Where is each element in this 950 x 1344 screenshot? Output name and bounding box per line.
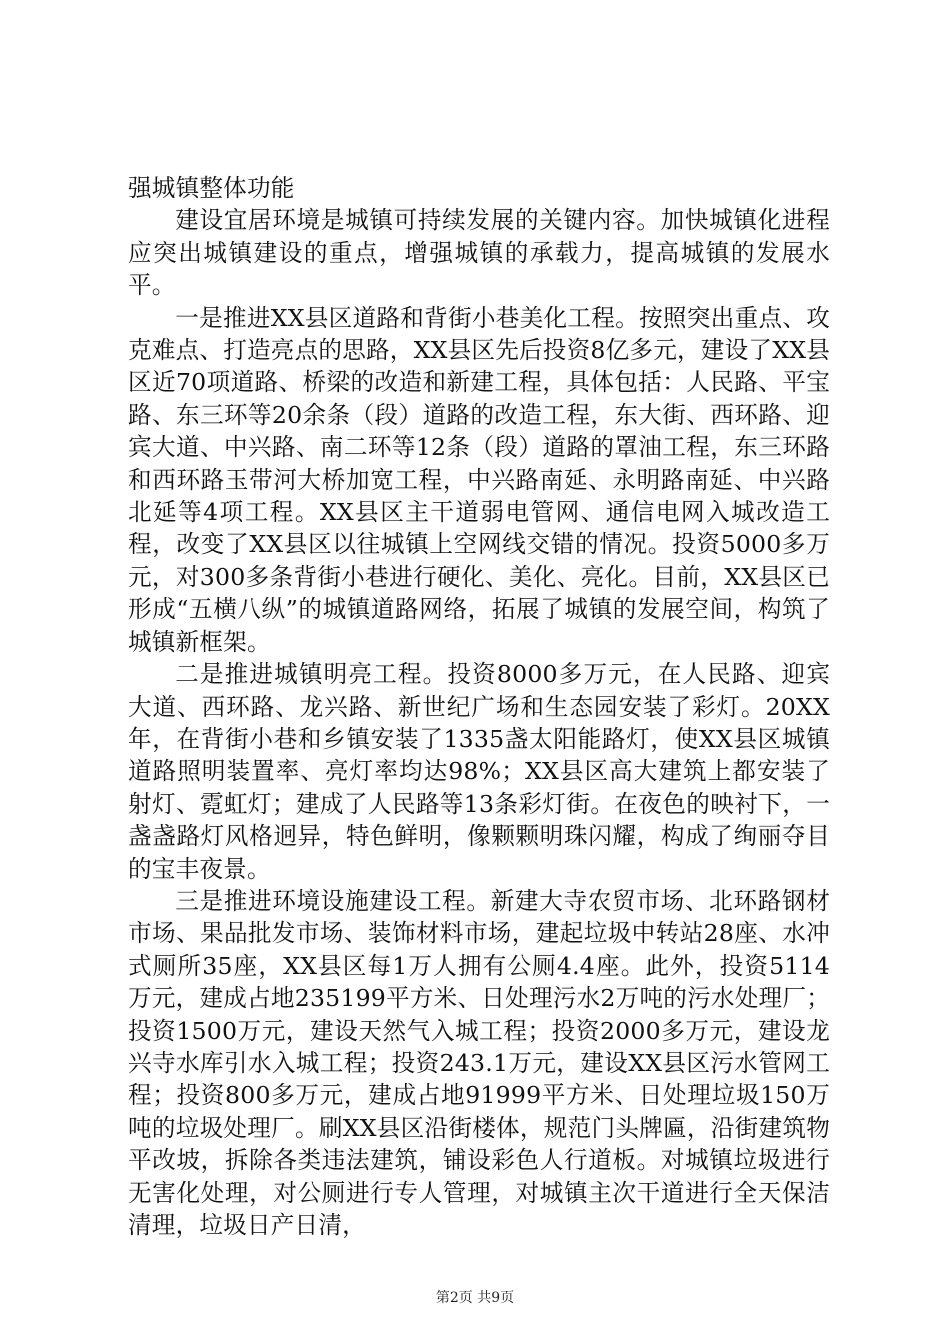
paragraph-facilities: 三是推进环境设施建设工程。新建大寺农贸市场、北环路钢材市场、果品批发市场、装饰材料市场，建起垃圾中转站28座、水冲式厕所35座，XX县区每1万人拥有公厕4.4座。此外，投资5114万元，建成占地235199平方米、日处理污水2万吨的污水处理厂；投资1500万元，建设天然气入城工程；投资2000多万元，建设龙兴寺水库引水入城工程；投资243.1万元，建设XX县区污水管网工程；投资800多万元，建成占地91999平方米、日处理垃圾150万吨的垃圾处理厂。刷XX县区沿街楼体，规范门头牌匾，沿街建筑物平改坡，拆除各类违法建筑，铺设彩色人行道板。对城镇垃圾进行无害化处理，对公厕进行专人管理，对城镇主次干道进行全天保洁清理，垃圾日产日清， xyxy=(128,886,830,1239)
paragraph-lighting: 二是推进城镇明亮工程。投资8000多万元，在人民路、迎宾大道、西环路、龙兴路、新世纪广场和生态园安装了彩灯。20XX年，在背街小巷和乡镇安装了1335盏太阳能路灯，使XX县区城镇道路照明装置率、亮灯率均达98%；XX县区高大建筑上都安装了射灯、霓虹灯；建成了人民路等13条彩灯街。在夜色的映衬下，一盏盏路灯风格迥异，特色鲜明，像颗颗明珠闪耀，构成了绚丽夺目的宝丰夜景。 xyxy=(128,660,830,883)
paragraph-intro: 建设宜居环境是城镇可持续发展的关键内容。加快城镇化进程应突出城镇建设的重点，增强城镇的承载力，提高城镇的发展水平。 xyxy=(128,206,830,300)
page-number-footer: 第2页 共9页 xyxy=(435,1290,515,1306)
paragraph-roads: 一是推进XX县区道路和背街小巷美化工程。按照突出重点、攻克难点、打造亮点的思路，XX县区先后投资8亿多元，建设了XX县区近70项道路、桥梁的改造和新建工程，具体包括：人民路、平宝路、东三环等20余条（段）道路的改造工程，东大街、西环路、迎宾大道、中兴路、南二环等12条（段）道路的罩油工程，东三环路和西环路玉带河大桥加宽工程，中兴路南延、永明路南延、中兴路北延等4项工程。XX县区主干道弱电管网、通信电网入城改造工程，改变了XX县区以往城镇上空网线交错的情况。投资5000多万元，对300多条背街小巷进行硬化、美化、亮化。目前，XX县区已形成“五横八纵”的城镇道路网络，拓展了城镇的发展空间，构筑了城镇新框架。 xyxy=(128,303,830,656)
heading-line: 强城镇整体功能 xyxy=(128,174,295,202)
document-body xyxy=(128,172,830,1241)
